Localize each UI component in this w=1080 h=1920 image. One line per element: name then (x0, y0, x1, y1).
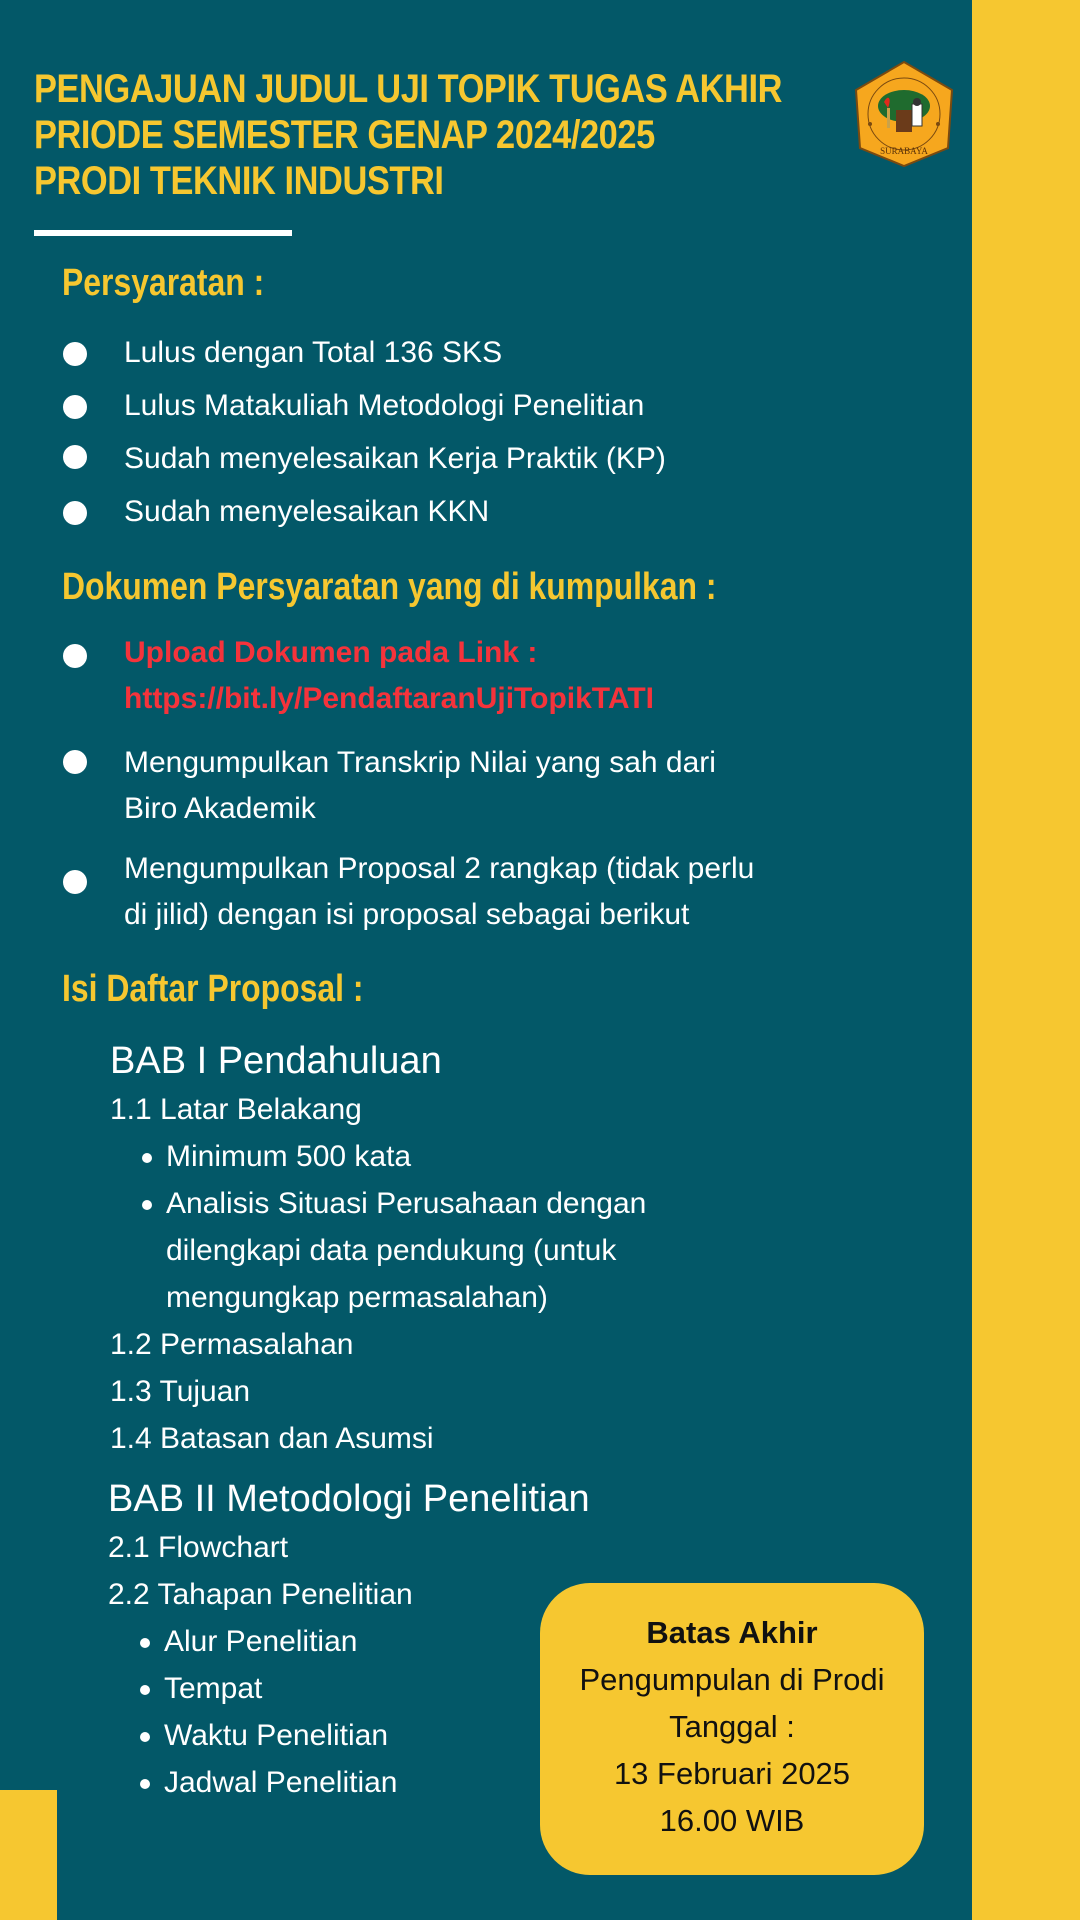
list-item: Alur Penelitian (108, 1618, 590, 1665)
bab2-title: BAB II Metodologi Penelitian (108, 1478, 590, 1520)
bullet-dot-icon (63, 445, 87, 469)
list-item: Jadwal Penelitian (108, 1759, 590, 1806)
deadline-date: 13 Februari 2025 (613, 1756, 851, 1791)
list-item: Sudah menyelesaikan KKN (62, 489, 666, 542)
list-item: Lulus Matakuliah Metodologi Penelitian (62, 383, 666, 436)
deadline-heading: Batas Akhir (646, 1615, 818, 1650)
subsection-1-1: 1.1 Latar Belakang (110, 1093, 362, 1126)
list-item: Minimum 500 kata (110, 1133, 646, 1180)
yellow-corner-block (0, 1790, 57, 1920)
bullet-dot-icon (63, 501, 87, 525)
upload-label: Upload Dokumen pada Link : (124, 636, 538, 669)
bullet-dot-icon (63, 342, 87, 366)
list-item: Lulus dengan Total 136 SKS (62, 330, 666, 383)
deadline-box (540, 1583, 924, 1875)
upload-link[interactable]: https://bit.ly/PendaftaranUjiTopikTATI (124, 682, 654, 715)
requirements-list (62, 330, 666, 542)
bullet-dot-icon (63, 870, 87, 894)
title-line-2: PRIODE SEMESTER GENAP 2024/2025 (34, 113, 655, 157)
title-line-3: PRODI TEKNIK INDUSTRI (34, 159, 444, 203)
requirements-heading: Persyaratan : (62, 262, 265, 304)
bullet-dot-icon (63, 750, 87, 774)
bab1-title: BAB I Pendahuluan (110, 1040, 442, 1082)
list-item: Analisis Situasi Perusahaan dengan (110, 1180, 646, 1227)
list-item: Sudah menyelesaikan Kerja Praktik (KP) (62, 436, 666, 489)
upload-link-item (62, 630, 654, 722)
bullet-dot-icon (63, 644, 87, 668)
university-logo-icon (848, 58, 960, 170)
list-item-continuation: dilengkapi data pendukung (untuk (166, 1234, 617, 1267)
bab2-section (108, 1474, 590, 1806)
bab1-section (110, 1036, 646, 1462)
subsection-1-4: 1.4 Batasan dan Asumsi (110, 1422, 434, 1455)
list-item: Mengumpulkan Transkrip Nilai yang sah dari Biro Akademik (62, 740, 716, 832)
subsection-2-1: 2.1 Flowchart (108, 1531, 289, 1564)
documents-heading: Dokumen Persyaratan yang di kumpulkan : (62, 566, 717, 608)
list-item: Mengumpulkan Proposal 2 rangkap (tidak perlu di jilid) dengan isi proposal sebagai berikut (62, 846, 754, 938)
title-line-1: PENGAJUAN JUDUL UJI TOPIK TUGAS AKHIR (34, 67, 782, 111)
list-item: Waktu Penelitian (108, 1712, 590, 1759)
bullet-dot-icon (63, 395, 87, 419)
proposal-heading: Isi Daftar Proposal : (62, 968, 364, 1010)
list-item: Tempat (108, 1665, 590, 1712)
title-underline (34, 230, 292, 236)
subsection-1-2: 1.2 Permasalahan (110, 1328, 354, 1361)
subsection-1-3: 1.3 Tujuan (110, 1375, 251, 1408)
subsection-2-2: 2.2 Tahapan Penelitian (108, 1578, 413, 1611)
deadline-time: 16.00 WIB (659, 1803, 805, 1838)
logo-bottom-text: SURABAYA (880, 146, 928, 156)
poster-title (34, 66, 782, 204)
list-item-continuation: mengungkap permasalahan) (166, 1281, 548, 1314)
deadline-line-1: Pengumpulan di Prodi (579, 1662, 885, 1697)
deadline-line-2: Tanggal : (669, 1709, 795, 1744)
yellow-side-strip (972, 0, 1080, 1920)
